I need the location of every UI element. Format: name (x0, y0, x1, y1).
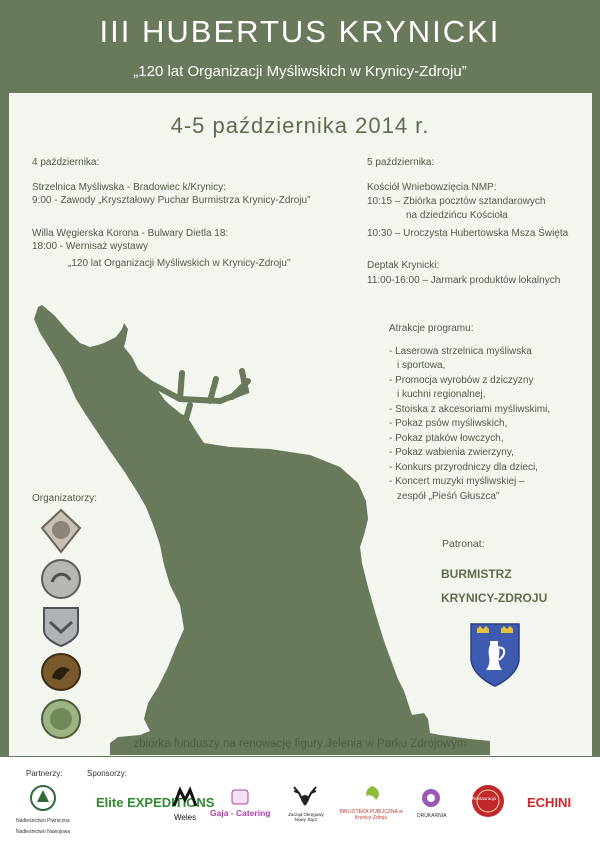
sponsor-weles-label: Weles (174, 813, 197, 822)
attraction-item: - Koncert muzyki myśliwskiej – (389, 476, 525, 487)
printing-house-logo-icon (420, 787, 442, 809)
day2-venue-1: Kościół Wniebowzięcia NMP: (367, 182, 497, 193)
attractions-heading: Atrakcje programu: (389, 323, 474, 334)
coat-of-arms-icon (469, 622, 521, 688)
organizer-seal-icon (40, 698, 82, 740)
catering-logo-icon (231, 789, 249, 805)
patronage-heading: Patronat: (442, 538, 485, 550)
day2-heading: 5 października: (367, 157, 435, 168)
day2-event-2: 10:30 – Uroczysta Hubertowska Msza Święta (367, 228, 569, 239)
event-title: III HUBERTUS KRYNICKI (99, 14, 501, 49)
day1-event-2: 18:00 - Wernisaż wystawy (32, 241, 148, 252)
organizer-medal-icon (40, 558, 82, 600)
sponsor-district: Zarząd Okręgowy Nowy Sącz (288, 812, 324, 822)
organizer-shield-icon (42, 606, 80, 648)
day1-event-2-title: „120 lat Organizacji Myśliwskich w Krynicy-Zdroju” (68, 258, 291, 269)
forestry-logo-icon (29, 784, 57, 812)
patron-name-line2: KRYNICY-ZDROJU (441, 591, 548, 605)
hunting-district-logo-icon (290, 779, 320, 809)
day1-venue-1: Strzelnica Myśliwska - Bradowiec k/Krynicy: (32, 182, 226, 193)
sponsor-library: BIBLIOTEKA PUBLICZNA w Krynicy-Zdroju (339, 809, 403, 821)
event-subtitle: „120 lat Organizacji Myśliwskich w Krynicy-Zdroju” (133, 63, 467, 80)
attraction-item: - Pokaz wabienia zwierzyny, (389, 447, 514, 458)
event-date: 4-5 października 2014 r. (170, 113, 430, 138)
sponsor-printing: DRUKARNIA (417, 813, 447, 819)
sponsor-gaja-catering: Gaja - Catering (210, 808, 271, 818)
attraction-item: - Konkurs przyrodniczy dla dzieci, (389, 462, 538, 473)
day2-venue-2: Deptak Krynicki: (367, 260, 440, 271)
library-logo-icon (360, 784, 384, 806)
organizers-label: Organizatorzy: (32, 493, 98, 504)
attraction-item: - Pokaz psów myśliwskich, (389, 418, 508, 429)
partners-label: Partnerzy: (26, 769, 63, 778)
organizer-badge-icon (40, 508, 82, 554)
sponsors-label: Sponsorzy: (87, 769, 128, 778)
patron-name-line1: BURMISTRZ (441, 567, 512, 581)
organizer-grouse-icon (40, 652, 82, 692)
partner-line2: Nadleśnictwo Nawojowa (16, 829, 71, 835)
footer (0, 757, 600, 849)
day2-event-3: 11:00-16:00 – Jarmark produktów lokalnych (367, 275, 561, 286)
sponsor-elite-logo: Elite EXPEDITIONS (96, 795, 215, 810)
sponsor-echini-logo: ECHINI (527, 795, 572, 810)
attraction-item: i kuchni regionalnej, (397, 389, 486, 400)
weles-logo-icon (170, 786, 200, 810)
sponsor-restaurant: Restauracja (472, 796, 497, 801)
day1-venue-2: Willa Węgierska Korona - Bulwary Dietla 18: (32, 228, 229, 239)
attraction-item: - Promocja wyrobów z dziczyzny (389, 375, 534, 386)
day1-event-1: 9:00 - Zawody „Kryształowy Puchar Burmistrza Krynicy-Zdroju” (32, 195, 311, 206)
attraction-item: - Stoiska z akcesoriami myśliwskimi, (389, 404, 551, 415)
partner-line1: Nadleśnictwo Piwniczna (16, 818, 70, 824)
fundraising-note: zbiórka funduszy na renowację figury Jelenia w Parku Zdrojowym (133, 738, 467, 750)
day2-event-1: 10:15 – Zbiórka pocztów sztandarowych (367, 196, 546, 207)
attraction-item: i sportowa, (397, 360, 446, 371)
attraction-item: - Laserowa strzelnica myśliwska (389, 346, 532, 357)
day2-event-1-cont: na dziedzińcu Kościoła (406, 210, 508, 221)
restaurant-logo-icon (470, 783, 506, 819)
attraction-item: - Pokaz ptaków łowczych, (389, 433, 504, 444)
day1-heading: 4 października: (32, 157, 100, 168)
attraction-item: zespół „Pieśń Głuszca” (397, 491, 500, 502)
